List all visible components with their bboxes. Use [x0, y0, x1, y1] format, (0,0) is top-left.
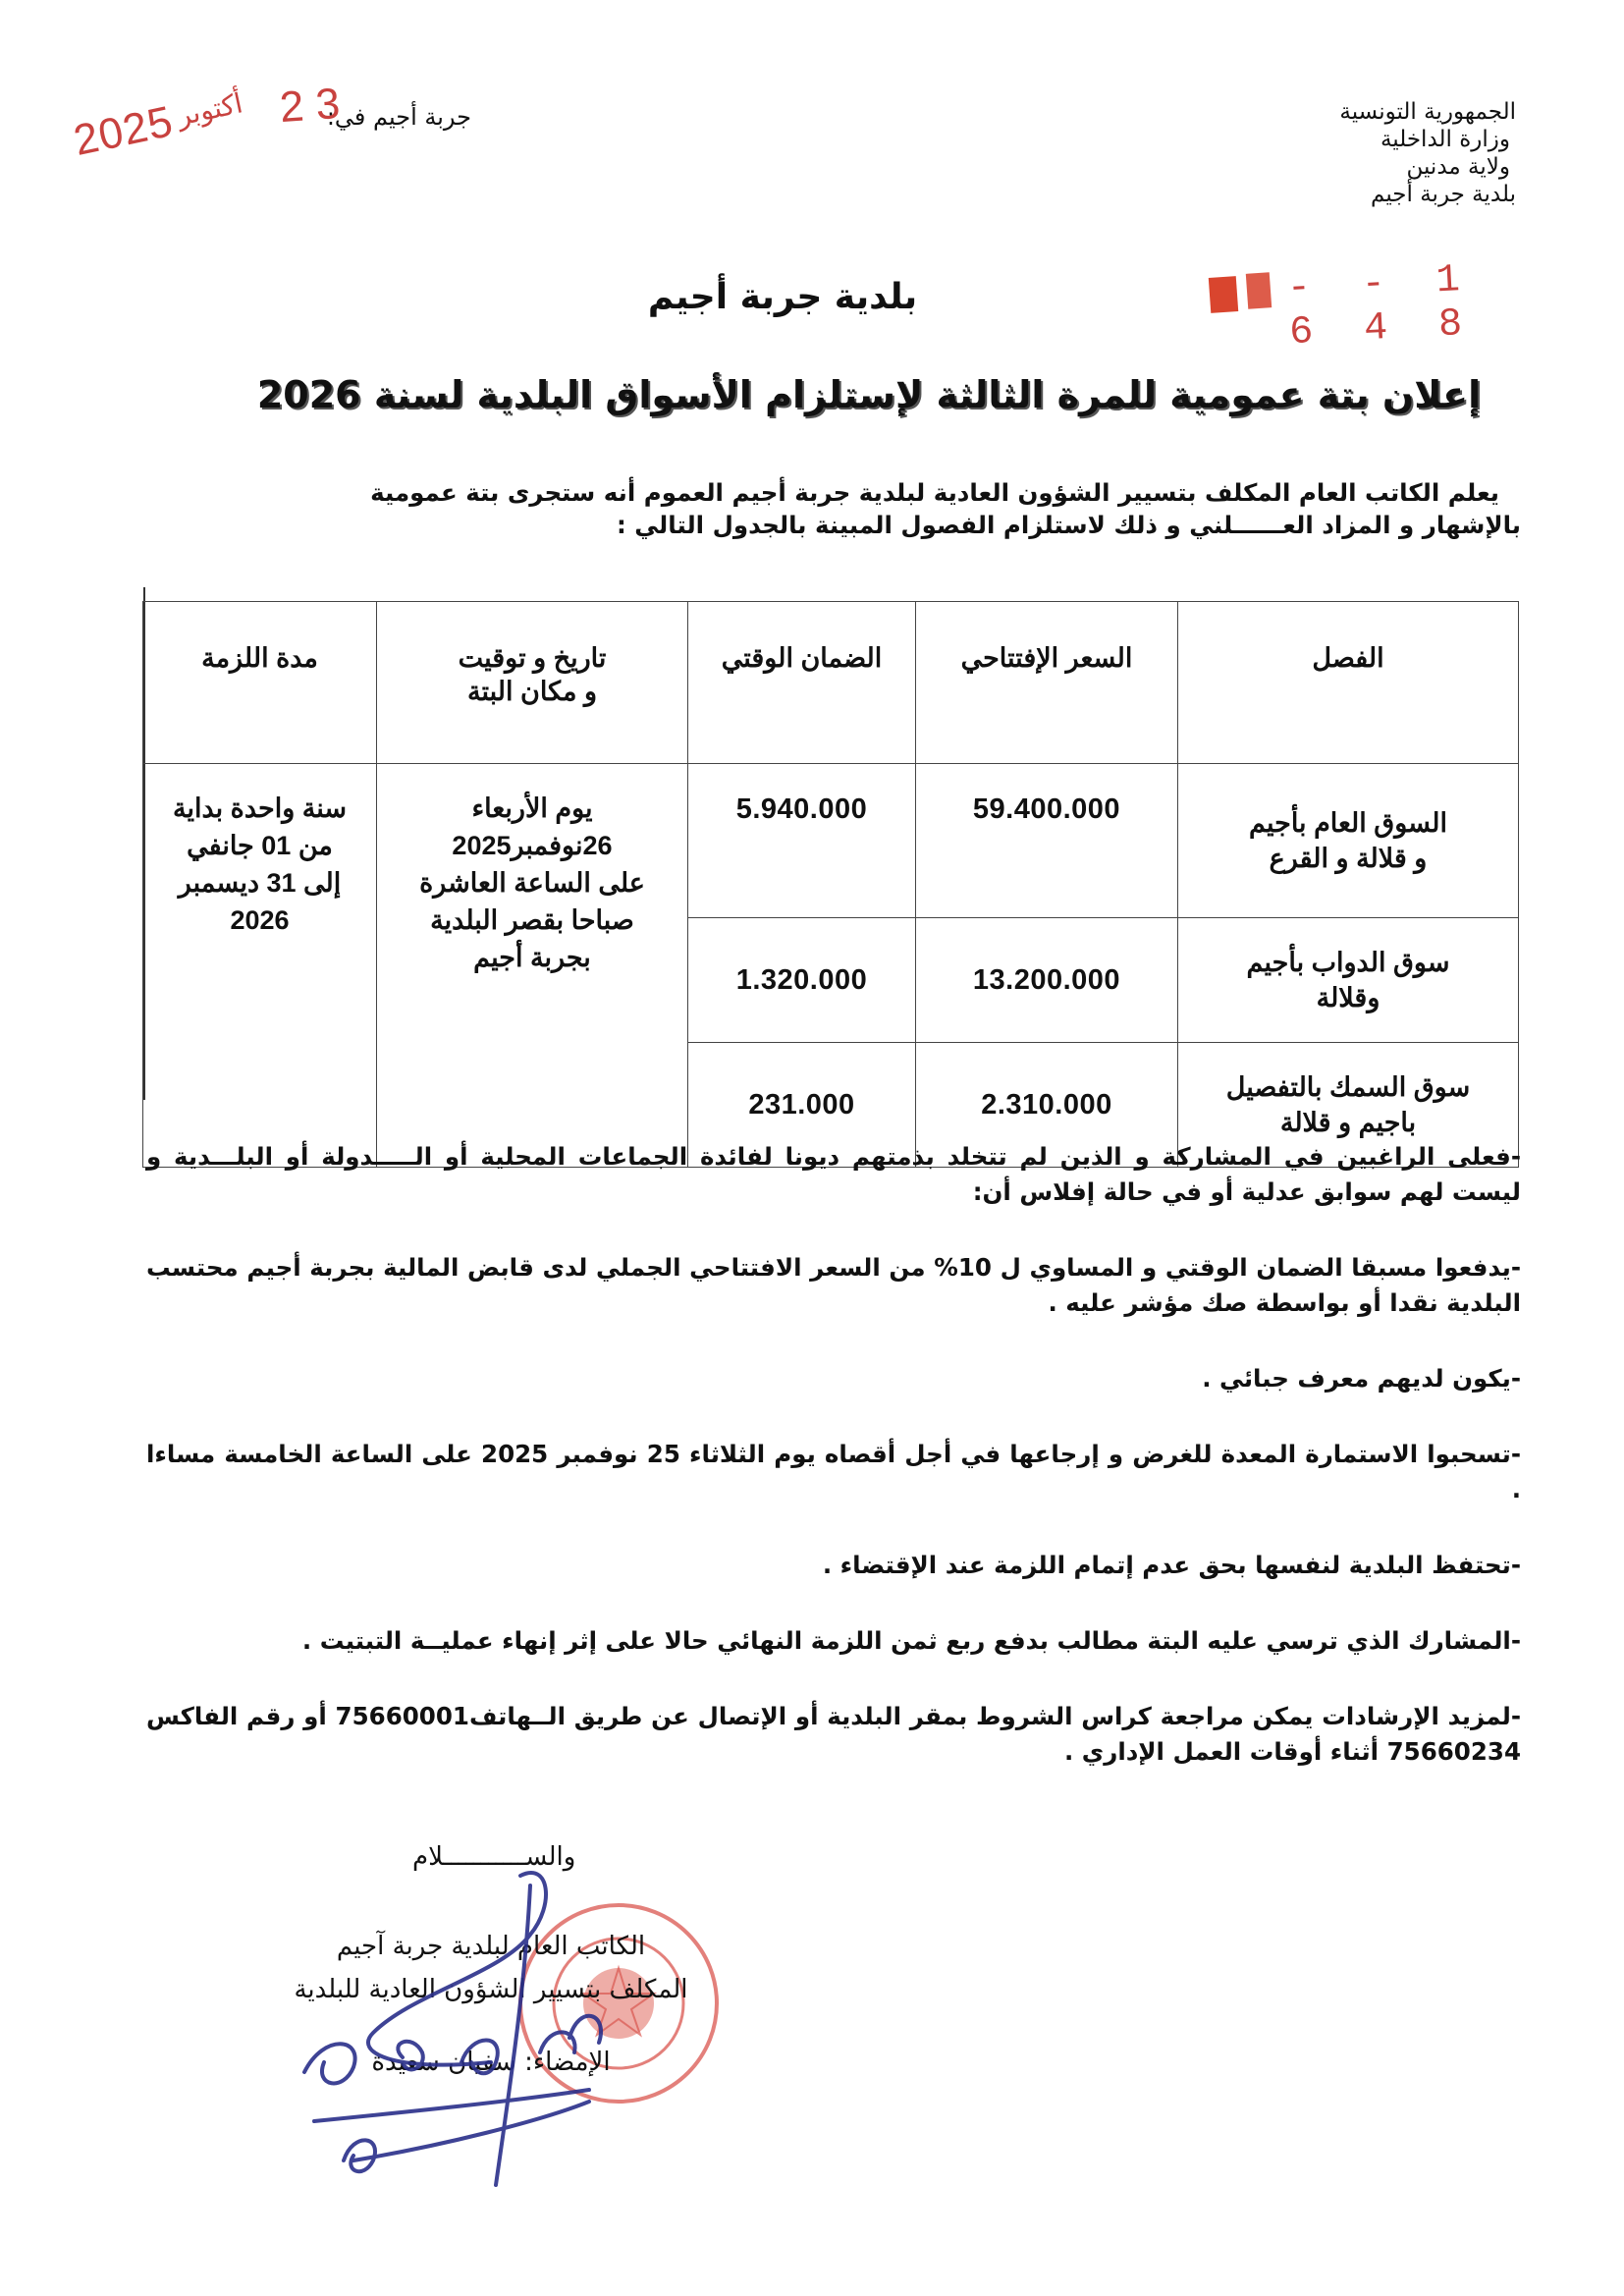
date-stamp-day: 2 3 [278, 79, 342, 133]
cell-opening-price: 2.310.000 [916, 1043, 1178, 1168]
auction-info-line: يوم الأربعاء [471, 793, 593, 823]
duration-info-line: إلى 31 ديسمبر [178, 868, 342, 898]
condition-paragraph: -فعلى الراغبين في المشاركة و الذين لم تتخلد بذمتهم ديونا لفائدة الجماعات المحلية أو الـــــدولة أو البلـــدية و ليست لهم سوابق عدلية أو في حالة إفلاس أن: [146, 1142, 1521, 1206]
condition-paragraph: -تسحبوا الاستمارة المعدة للغرض و إرجاعها في أجل أقصاه يوم الثلاثاء 25 نوفمبر 2025 على الساعة الخامسة مساءا . [146, 1440, 1522, 1503]
col-header-auction-datetime-line1: تاريخ و توقيت [458, 643, 607, 673]
col-header-temp-guarantee: الضمان الوقتي [688, 602, 916, 764]
intro-line-2: بالإشهار و المزاد العــــــلني و ذلك لاستلزام الفصول المبينة بالجدول التالي : [616, 511, 1521, 539]
condition-paragraph: -تحتفظ البلدية لنفسها بحق عدم إتمام اللزمة عند الإقتضاء . [822, 1551, 1521, 1579]
section-line-1: السوق العام بأجيم [1249, 808, 1447, 838]
signatory-role: المكلف بتسيير الشؤون العادية للبلدية [294, 1975, 688, 2004]
col-header-auction-datetime-line2: و مكان البتة [467, 677, 597, 706]
col-header-duration: مدة اللزمة [143, 602, 377, 764]
reference-number: - - 1 6 4 8 [1285, 257, 1478, 356]
lots-table [142, 601, 1519, 1168]
handwritten-signature [295, 1866, 727, 2190]
closing-greeting: والســـــــــــلام [412, 1842, 576, 1872]
date-line [69, 79, 471, 172]
date-label: جربة أجيم في: [326, 103, 471, 131]
table-header-row [143, 602, 1519, 764]
date-stamp-month: أكتوبر [174, 87, 245, 132]
issuer-header [1163, 98, 1516, 208]
condition-paragraph: -يكون لديهم معرف جبائي . [1202, 1364, 1521, 1393]
cell-duration-info [143, 764, 377, 1168]
condition-paragraph: -المشارك الذي ترسي عليه البتة مطالب بدفع ربع ثمن اللزمة النهائي حالا على إثر إنهاء عمليــة التبتيت . [301, 1626, 1521, 1655]
conditions-list [146, 1139, 1521, 1802]
signatory-name: الإمضاء: سفيان سعيدة [371, 2048, 611, 2077]
duration-info-line: سنة واحدة بداية [173, 793, 347, 823]
condition-paragraph-contact: -لمزيد الإرشادات يمكن مراجعة كراس الشروط بمقر البلدية أو الإتصال عن طريق الــهاتف75660001 أو رقم الفاكس 75660234 أثناء أوقات العمل الإداري . [146, 1702, 1521, 1766]
auction-info-line: على الساعة العاشرة [419, 868, 645, 898]
cell-opening-price: 13.200.000 [916, 918, 1178, 1043]
cell-auction-info [377, 764, 688, 1168]
municipality-title: بلدية جربة أجيم [647, 277, 918, 317]
condition-paragraph: -يدفعوا مسبقا الضمان الوقتي و المساوي ل 10% من السعر الافتتاحي الجملي لدى قابض المالية بجربة أجيم محتسب البلدية نقدا أو بواسطة صك مؤشر عليه . [146, 1253, 1521, 1317]
section-line-2: باجيم و قلالة [1279, 1108, 1417, 1137]
cell-section [1178, 764, 1519, 918]
date-stamp-year: 2025 [69, 96, 178, 166]
auction-info-line: بجربة أجيم [473, 943, 591, 972]
col-header-section: الفصل [1178, 602, 1519, 764]
col-header-opening-price: السعر الإفتتاحي [916, 602, 1178, 764]
cell-opening-price: 59.400.000 [916, 764, 1178, 918]
cell-temp-guarantee: 5.940.000 [688, 764, 916, 918]
intro-line-1: يعلم الكاتب العام المكلف بتسيير الشؤون العادية لبلدية جربة أجيم العموم أنه ستجرى بتة عمومية [370, 478, 1499, 507]
cell-section [1178, 918, 1519, 1043]
col-header-auction-datetime [377, 602, 688, 764]
section-line-1: سوق الدواب بأجيم [1246, 948, 1450, 977]
header-line-governorate: ولاية مدنين [1406, 154, 1510, 180]
duration-info-line: 2026 [230, 905, 290, 935]
table-row [143, 764, 1519, 918]
section-line-2: و قلالة و القرع [1269, 844, 1428, 873]
section-line-2: وقلالة [1316, 983, 1380, 1012]
auction-info-line: 26نوفمبر2025 [452, 831, 613, 860]
header-line-ministry: وزارة الداخلية [1380, 127, 1510, 152]
announcement-title: إعلان بتة عمومية للمرة الثالثة لإستلزام الأسواق البلدية لسنة 2026 [256, 373, 1482, 416]
cell-temp-guarantee: 1.320.000 [688, 918, 916, 1043]
header-line-municipality: بلدية جربة أجيم [1371, 182, 1516, 207]
intro-paragraph [284, 476, 1521, 541]
signatory-title: الكاتب العام لبلدية جربة آجيم [336, 1932, 646, 1961]
header-line-republic: الجمهورية التونسية [1339, 99, 1516, 125]
cell-temp-guarantee: 231.000 [688, 1043, 916, 1168]
duration-info-line: من 01 جانفي [187, 831, 333, 860]
section-line-1: سوق السمك بالتفصيل [1225, 1072, 1471, 1102]
auction-info-line: صباحا بقصر البلدية [430, 905, 634, 935]
